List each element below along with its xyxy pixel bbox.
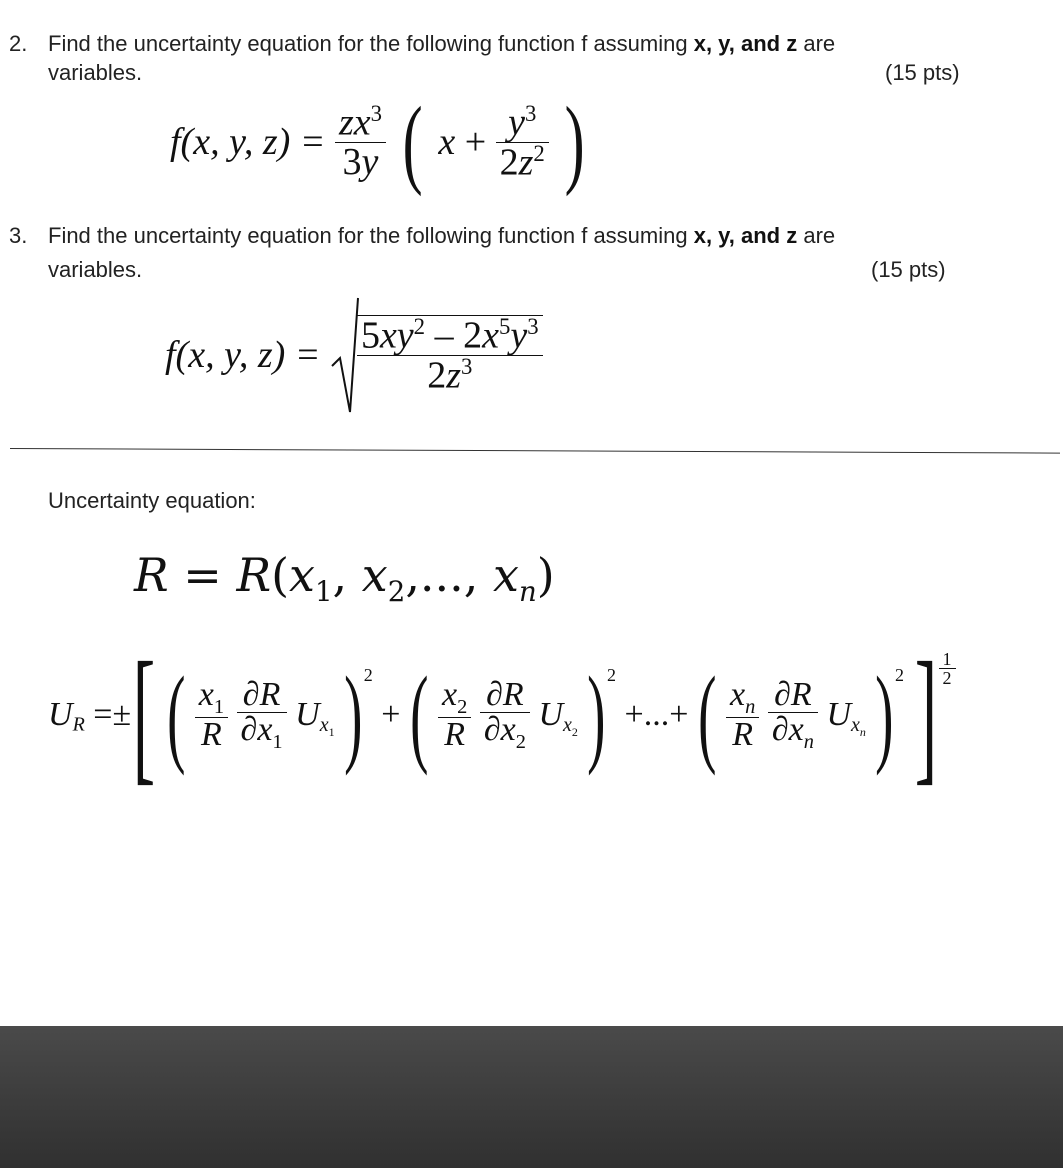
equation-uncertainty: $U_R$ =±[ ( $\frac{x_1}{R}$ $\frac{\partial R}{\partial x_1}$ $U_{x_1}$ )$^2$ + ( $\frac{x_2}{R}$ $\frac{\partial R}{\partial x_2}$ $U_{x_2}$ )$^2$ +...+ ( $\frac{x_n}{R}$ $\frac{\partial R}{\partial x_n}$ $U_{x_n}$ )$^2$ ] $\frac{1}{2}$ xyxy=(48,640,956,790)
question-text: Find the uncertainty equation for the following function f assuming x, y, and z are xyxy=(48,31,836,56)
question-number: 2. xyxy=(9,31,28,56)
equation-lhs: f(x, y, z) = xyxy=(170,121,326,163)
equation-f2: f(x, y, z) = $\frac{5xy^2 - 2x^5y^3}{2z^3}$ xyxy=(165,296,543,414)
question-text-line2: variables. xyxy=(48,60,143,85)
equation-r-definition: $R = R(x_1$, $x_2$,..., $x_n$) xyxy=(134,548,555,609)
section-label: Uncertainty equation: xyxy=(48,488,256,513)
section-divider xyxy=(10,448,1060,454)
points-label: (15 pts) xyxy=(885,60,960,85)
question-text: Find the uncertainty equation for the following function f assuming x, y, and z are xyxy=(48,223,836,248)
sqrt-icon xyxy=(330,296,360,414)
points-label: (15 pts) xyxy=(871,257,946,282)
footer-background xyxy=(0,1026,1063,1168)
question-text-line2: variables. xyxy=(48,257,143,282)
equation-f1: f(x, y, z) = $\frac{zx^3}{3y}$ ( x + $\frac{y^3}{2z^2}$ ) xyxy=(170,86,585,197)
question-number: 3. xyxy=(9,223,28,248)
equation-lhs: f(x, y, z) = xyxy=(165,334,321,376)
